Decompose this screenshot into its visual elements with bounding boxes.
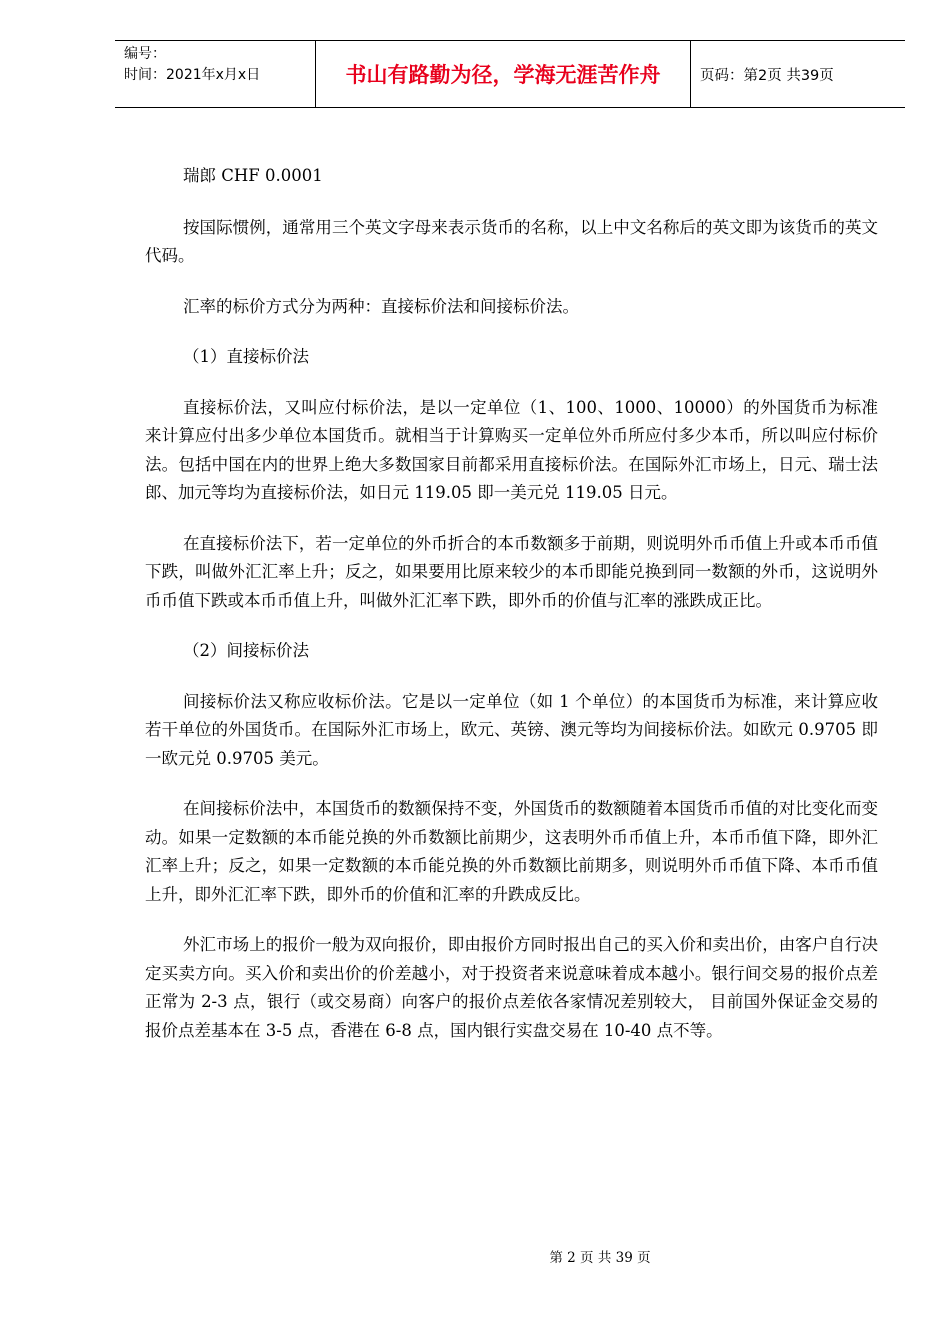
page-footer bbox=[0, 1246, 950, 1266]
paragraph: 间接标价法又称应收标价法。它是以一定单位（如 1 个单位）的本国货币为标准，来计算应收若干单位的外国货币。在国际外汇市场上，欧元、英镑、澳元等均为间接标价法。如欧元 0.9705 即一欧元兑 0.9705 美元。 bbox=[145, 691, 878, 768]
page-info-text: 页码：第2页 共39页 bbox=[700, 67, 834, 84]
time-label: 时间：2021年x月x日 bbox=[124, 67, 261, 83]
section-heading: （1）直接标价法 bbox=[183, 347, 309, 366]
page-header bbox=[115, 40, 905, 108]
number-label: 编号： bbox=[124, 46, 166, 62]
section-heading: （2）间接标价法 bbox=[183, 641, 309, 660]
document-body bbox=[145, 162, 878, 1067]
paragraph: 外汇市场上的报价一般为双向报价，即由报价方同时报出自己的买入价和卖出价，由客户自行决定买卖方向。买入价和卖出价的价差越小，对于投资者来说意味着成本越小。银行间交易的报价点差正常为 2-3 点，银行（或交易商）向客户的报价点差依各家情况差别较大， 目前国外保证金交易的报价点差基本在 3-5 点，香港在 6-8 点，国内银行实盘交易在 10-40 点不等。 bbox=[145, 935, 878, 1040]
paragraph: 直接标价法，又叫应付标价法，是以一定单位（1、100、1000、10000）的外国货币为标准来计算应付出多少单位本国货币。就相当于计算购买一定单位外币所应付多少本币，所以叫应付标价法。包括中国在内的世界上绝大多数国家目前都采用直接标价法。在国际外汇市场上，日元、瑞士法郎、加元等均为直接标价法，如日元 119.05 即一美元兑 119.05 日元。 bbox=[145, 397, 878, 502]
header-motto: 书山有路勤为径，学海无涯苦作舟 bbox=[315, 41, 691, 107]
paragraph: 在间接标价法中，本国货币的数额保持不变，外国货币的数额随着本国货币币值的对比变化而变动。如果一定数额的本币能兑换的外币数额比前期少，这表明外币币值上升，本币币值下降，即外汇汇率上升；反之，如果一定数额的本币能兑换的外币数额比前期多，则说明外币币值下降、本币币值上升，即外汇汇率下跌，即外币的价值和汇率的升跌成反比。 bbox=[145, 799, 878, 904]
paragraph: 瑞郎 CHF 0.0001 bbox=[183, 166, 323, 185]
paragraph: 汇率的标价方式分为两种：直接标价法和间接标价法。 bbox=[183, 296, 579, 316]
header-page-info bbox=[690, 41, 905, 107]
header-meta bbox=[115, 41, 315, 107]
paragraph: 按国际惯例，通常用三个英文字母来表示货币的名称，以上中文名称后的英文即为该货币的英文代码。 bbox=[145, 217, 878, 265]
footer-page-number: 第 2 页 共 39 页 bbox=[549, 1250, 651, 1266]
paragraph: 在直接标价法下，若一定单位的外币折合的本币数额多于前期，则说明外币币值上升或本币币值下跌，叫做外汇汇率上升；反之，如果要用比原来较少的本币即能兑换到同一数额的外币，这说明外币币值下跌或本币币值上升，叫做外汇汇率下跌，即外币的价值与汇率的涨跌成正比。 bbox=[145, 533, 878, 610]
